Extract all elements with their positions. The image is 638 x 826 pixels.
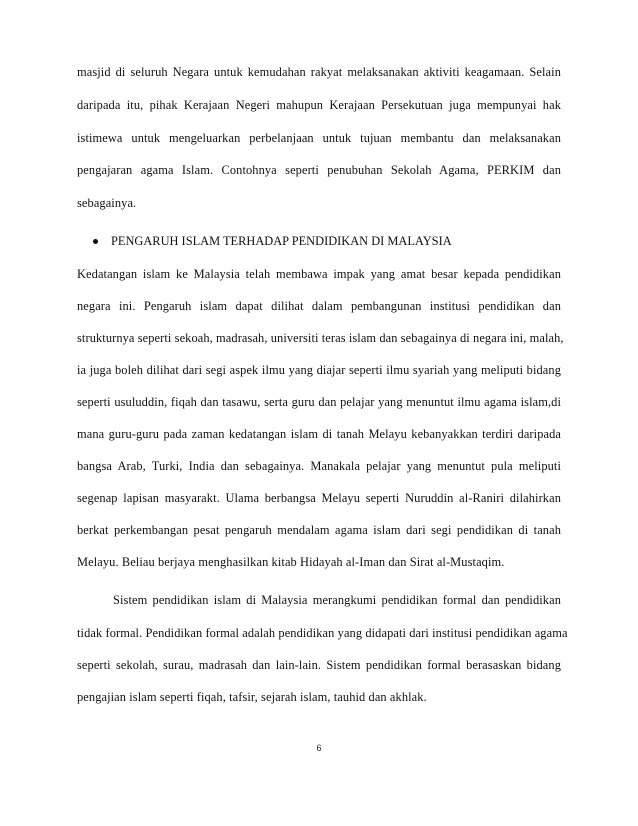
paragraph-1-line-3: istimewa untuk mengeluarkan perbelanjaan untuk tujuan membantu dan melaksanakan xyxy=(77,131,561,145)
paragraph-1-line-5: sebagainya. xyxy=(77,196,137,210)
paragraph-3-line-2: tidak formal. Pendidikan formal adalah pendidikan yang didapati dari institusi pendidikan agama xyxy=(77,626,568,640)
paragraph-2-line-3: strukturnya seperti sekoah, madrasah, universiti teras islam dan sebagainya di negara ini, malah, xyxy=(77,331,564,345)
paragraph-2-line-1: Kedatangan islam ke Malaysia telah membawa impak yang amat besar kepada pendidikan xyxy=(77,267,561,281)
paragraph-2-line-4: ia juga boleh dilihat dari segi aspek ilmu yang diajar seperti ilmu syariah yang meliputi bidang xyxy=(77,363,561,377)
paragraph-2-line-7: bangsa Arab, Turki, India dan sebagainya. Manakala pelajar yang menuntut pula meliputi xyxy=(77,459,561,473)
page-number: 6 xyxy=(316,743,322,753)
paragraph-2-line-6: mana guru-guru pada zaman kedatangan islam di tanah Melayu kebanyakkan terdiri daripada xyxy=(77,427,561,441)
section-heading-text: PENGARUH ISLAM TERHADAP PENDIDIKAN DI MALAYSIA xyxy=(111,234,452,248)
paragraph-2-line-10: Melayu. Beliau berjaya menghasilkan kitab Hidayah al-Iman dan Sirat al-Mustaqim. xyxy=(77,555,505,569)
paragraph-2-line-2: negara ini. Pengaruh islam dapat dilihat dalam pembangunan institusi pendidikan dan xyxy=(77,299,561,313)
bullet-icon xyxy=(93,239,98,244)
paragraph-2-line-9: berkat perkembangan pesat pengaruh mendalam agama islam dari segi pendidikan di tanah xyxy=(77,523,561,537)
paragraph-2-line-8: segenap lapisan masyarakt. Ulama berbangsa Melayu seperti Nuruddin al-Raniri dilahirkan xyxy=(77,491,561,505)
paragraph-3-line-3: seperti sekolah, surau, madrasah dan lain-lain. Sistem pendidikan formal berasaskan bidang xyxy=(77,658,561,672)
paragraph-3-line-1: Sistem pendidikan islam di Malaysia merangkumi pendidikan formal dan pendidikan xyxy=(113,593,561,607)
paragraph-3-line-4: pengajian islam seperti fiqah, tafsir, sejarah islam, tauhid dan akhlak. xyxy=(77,690,427,704)
section-heading xyxy=(93,233,452,249)
paragraph-1-line-1: masjid di seluruh Negara untuk kemudahan rakyat melaksanakan aktiviti keagamaan. Selain xyxy=(77,65,561,79)
paragraph-1-line-4: pengajaran agama Islam. Contohnya seperti penubuhan Sekolah Agama, PERKIM dan xyxy=(77,163,561,177)
paragraph-1-line-2: daripada itu, pihak Kerajaan Negeri mahupun Kerajaan Persekutuan juga mempunyai hak xyxy=(77,98,561,112)
paragraph-2-line-5: seperti usuluddin, fiqah dan tasawu, serta guru dan pelajar yang menuntut ilmu agama islam,di xyxy=(77,395,561,409)
